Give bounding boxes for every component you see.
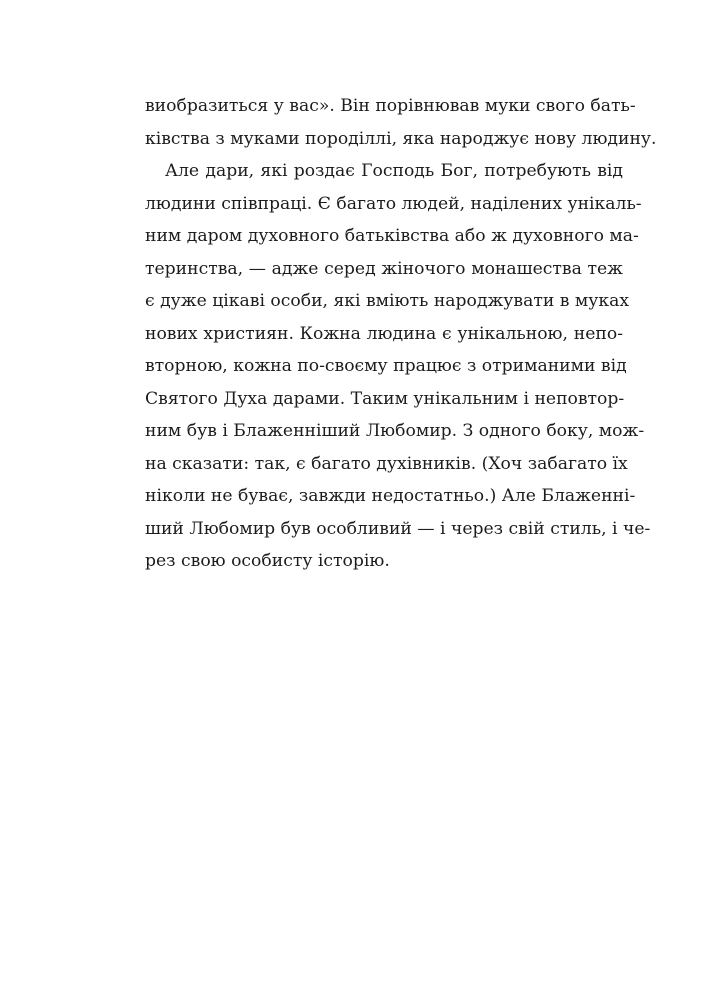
text-line-paragraph-start: Але дари, які роздає Господь Бог, потребують від bbox=[165, 161, 623, 181]
text-line: вторною, кожна по-своєму працює з отриманими від bbox=[145, 356, 627, 376]
text-line: на сказати: так, є багато духівників. (Хоч забагато їх bbox=[145, 453, 628, 474]
text-line: є дуже цікаві особи, які вміють народжувати в муках bbox=[145, 291, 630, 311]
text-line: ніколи не буває, завжди недостатньо.) Але Блаженні- bbox=[145, 486, 636, 506]
text-line: ківства з муками породіллі, яка народжує нову людину. bbox=[145, 128, 657, 149]
text-line: ним даром духовного батьківства або ж духовного ма- bbox=[145, 226, 639, 246]
text-line: Святого Духа дарами. Таким унікальним і неповтор- bbox=[145, 388, 625, 409]
text-line: виобразиться у вас». Він порівнював муки свого бать- bbox=[145, 96, 636, 116]
text-line: теринства, — адже серед жіночого монашества теж bbox=[145, 258, 623, 279]
text-line: нових християн. Кожна людина є унікальною, непо- bbox=[145, 323, 623, 344]
body-text bbox=[145, 90, 657, 578]
text-line: ший Любомир був особливий — і через свій стиль, і че- bbox=[145, 518, 651, 539]
text-line: ним був і Блаженніший Любомир. З одного боку, мож- bbox=[145, 421, 645, 441]
text-line: людини співпраці. Є багато людей, наділених унікаль- bbox=[145, 193, 642, 214]
text-line-paragraph-end: рез свою особисту історію. bbox=[145, 551, 390, 571]
